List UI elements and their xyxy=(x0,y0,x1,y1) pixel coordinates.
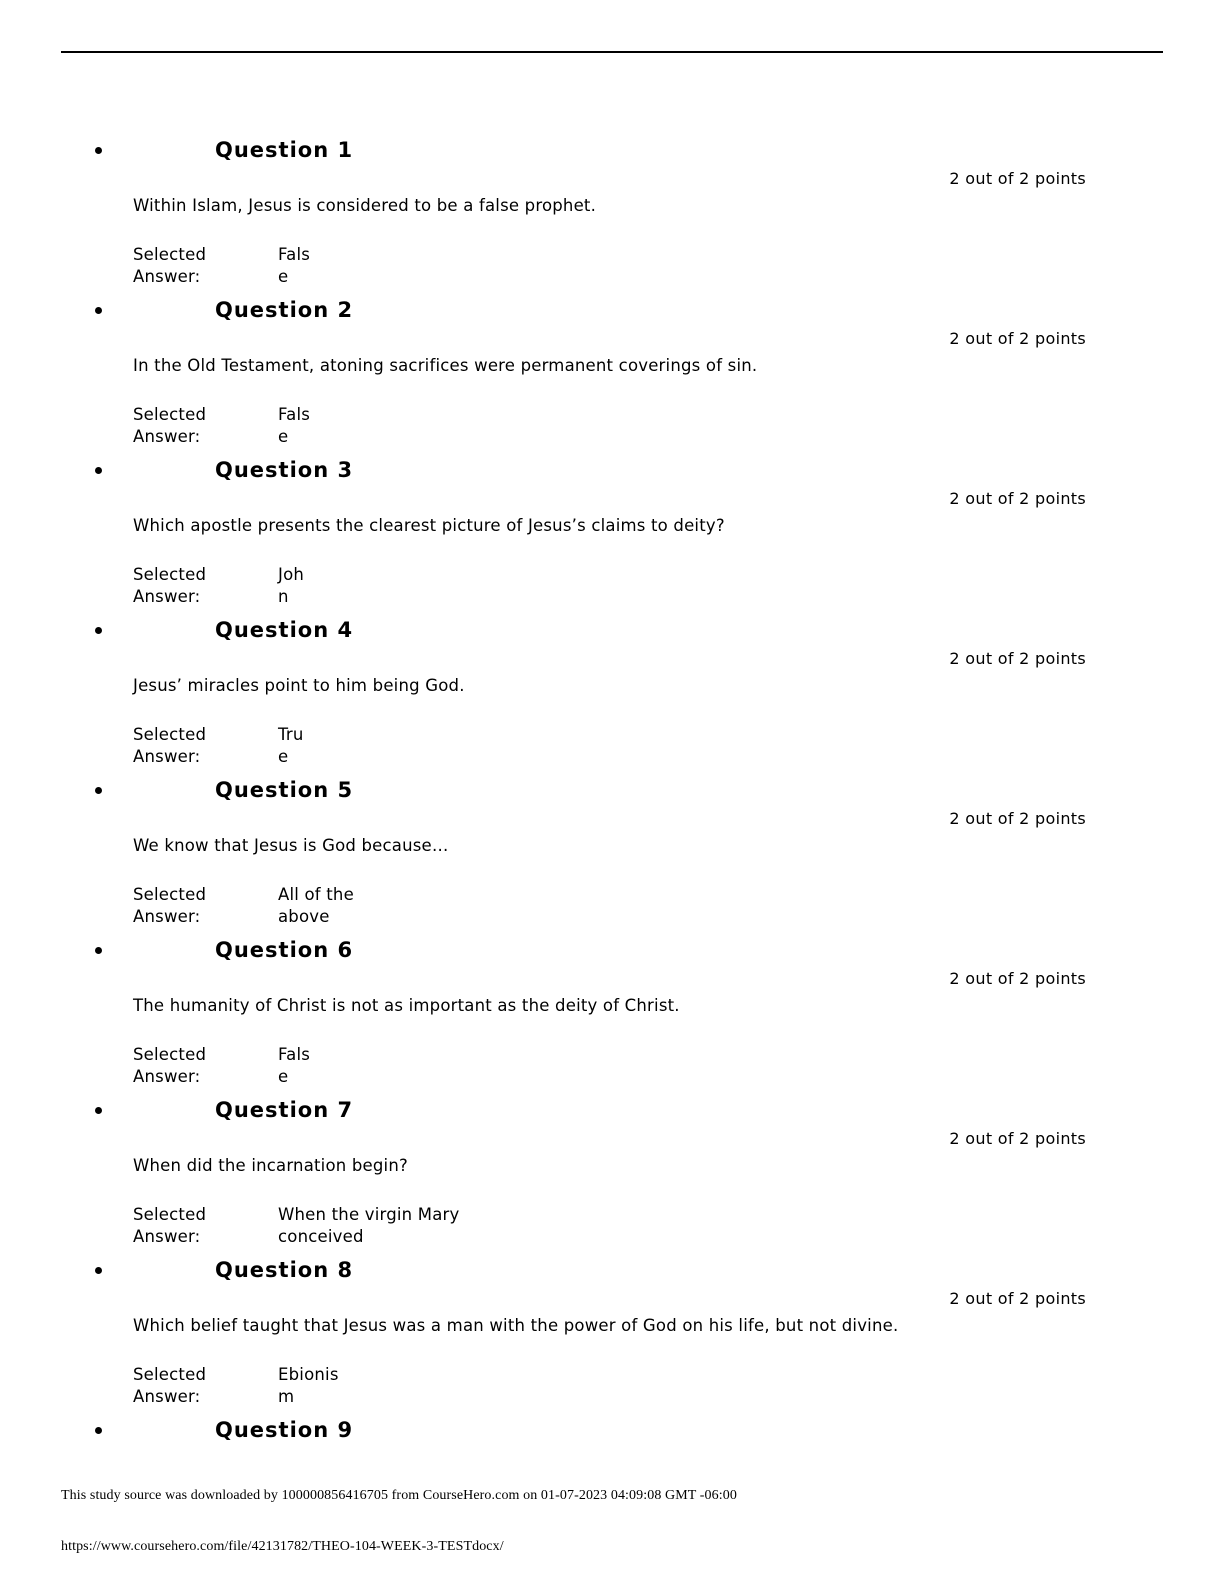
question-block xyxy=(0,616,1224,768)
answer-line2: e xyxy=(278,267,289,286)
answer-line1: Tru xyxy=(278,725,304,744)
selected-answer-label-line2: Answer: xyxy=(133,427,201,446)
selected-answer-label-line2: Answer: xyxy=(133,1227,201,1246)
selected-answer-value xyxy=(278,1044,310,1088)
question-block xyxy=(0,776,1224,928)
selected-answer-label-line2: Answer: xyxy=(133,587,201,606)
answer-line2: m xyxy=(278,1387,295,1406)
answer-line1: Joh xyxy=(278,565,305,584)
selected-answer-label xyxy=(133,1364,278,1408)
question-title: Question 7 xyxy=(215,1098,354,1122)
source-url[interactable]: https://www.coursehero.com/file/42131782/THEO-104-WEEK-3-TESTdocx/ xyxy=(61,1539,504,1554)
points-label: 2 out of 2 points xyxy=(949,969,1086,988)
question-title: Question 8 xyxy=(215,1258,354,1282)
bullet-icon xyxy=(95,627,102,634)
selected-answer-label-line1: Selected xyxy=(133,1365,207,1384)
question-block xyxy=(0,296,1224,448)
question-title: Question 3 xyxy=(215,458,354,482)
points-label: 2 out of 2 points xyxy=(949,809,1086,828)
question-text: In the Old Testament, atoning sacrifices were permanent coverings of sin. xyxy=(133,356,758,375)
question-block xyxy=(0,1256,1224,1408)
points-label: 2 out of 2 points xyxy=(949,1289,1086,1308)
question-title: Question 5 xyxy=(215,778,354,802)
question-title: Question 4 xyxy=(215,618,354,642)
selected-answer-value xyxy=(278,1364,339,1408)
answer-line2: e xyxy=(278,747,289,766)
question-text: Which apostle presents the clearest picture of Jesus’s claims to deity? xyxy=(133,516,725,535)
selected-answer-row xyxy=(133,884,1224,928)
selected-answer-value xyxy=(278,564,304,608)
selected-answer-row xyxy=(133,724,1224,768)
points-label: 2 out of 2 points xyxy=(949,329,1086,348)
bullet-icon xyxy=(95,307,102,314)
selected-answer-label-line2: Answer: xyxy=(133,1387,201,1406)
selected-answer-row xyxy=(133,244,1224,288)
bullet-icon xyxy=(95,1427,102,1434)
answer-line1: Ebionis xyxy=(278,1365,339,1384)
selected-answer-label-line1: Selected xyxy=(133,405,207,424)
selected-answer-value xyxy=(278,884,354,928)
question-text: We know that Jesus is God because… xyxy=(133,836,449,855)
answer-line2: e xyxy=(278,1067,289,1086)
selected-answer-label-line1: Selected xyxy=(133,1205,207,1224)
answer-line2: n xyxy=(278,587,289,606)
selected-answer-label-line2: Answer: xyxy=(133,907,201,926)
question-text: The humanity of Christ is not as important as the deity of Christ. xyxy=(133,996,680,1015)
selected-answer-label xyxy=(133,1204,278,1248)
question-title: Question 1 xyxy=(215,138,354,162)
question-block xyxy=(0,936,1224,1088)
question-title: Question 9 xyxy=(215,1418,354,1442)
questions-list xyxy=(0,136,1224,1444)
question-text: Which belief taught that Jesus was a man with the power of God on his life, but not divine. xyxy=(133,1316,899,1335)
bullet-icon xyxy=(95,947,102,954)
selected-answer-row xyxy=(133,1364,1224,1408)
selected-answer-label xyxy=(133,564,278,608)
points-label: 2 out of 2 points xyxy=(949,169,1086,188)
question-text: When did the incarnation begin? xyxy=(133,1156,408,1175)
question-title: Question 6 xyxy=(215,938,354,962)
selected-answer-value xyxy=(278,244,310,288)
selected-answer-label-line1: Selected xyxy=(133,885,207,904)
answer-line2: conceived xyxy=(278,1227,364,1246)
answer-line1: Fals xyxy=(278,1045,311,1064)
selected-answer-label xyxy=(133,884,278,928)
answer-line2: above xyxy=(278,907,330,926)
selected-answer-label xyxy=(133,1044,278,1088)
top-rule xyxy=(61,51,1163,53)
selected-answer-value xyxy=(278,404,310,448)
bullet-icon xyxy=(95,1267,102,1274)
question-block xyxy=(0,1096,1224,1248)
selected-answer-label-line1: Selected xyxy=(133,565,207,584)
question-block xyxy=(0,136,1224,288)
selected-answer-label-line1: Selected xyxy=(133,725,207,744)
selected-answer-row xyxy=(133,1044,1224,1088)
bullet-icon xyxy=(95,147,102,154)
selected-answer-label-line1: Selected xyxy=(133,1045,207,1064)
question-block xyxy=(0,456,1224,608)
bullet-icon xyxy=(95,1107,102,1114)
question-text: Within Islam, Jesus is considered to be a false prophet. xyxy=(133,196,597,215)
points-label: 2 out of 2 points xyxy=(949,1129,1086,1148)
selected-answer-row xyxy=(133,564,1224,608)
selected-answer-label xyxy=(133,404,278,448)
bullet-icon xyxy=(95,787,102,794)
selected-answer-label-line2: Answer: xyxy=(133,1067,201,1086)
selected-answer-label-line2: Answer: xyxy=(133,267,201,286)
answer-line1: Fals xyxy=(278,245,311,264)
points-label: 2 out of 2 points xyxy=(949,489,1086,508)
points-label: 2 out of 2 points xyxy=(949,649,1086,668)
selected-answer-label-line1: Selected xyxy=(133,245,207,264)
question-block xyxy=(0,1416,1224,1444)
selected-answer-row xyxy=(133,1204,1224,1248)
question-text: Jesus’ miracles point to him being God. xyxy=(133,676,465,695)
footer-note: This study source was downloaded by 100000856416705 from CourseHero.com on 01-07-2023 04:09:08 GMT -06:00 xyxy=(61,1488,737,1503)
answer-line1: When the virgin Mary xyxy=(278,1205,460,1224)
selected-answer-label xyxy=(133,724,278,768)
question-title: Question 2 xyxy=(215,298,354,322)
selected-answer-value xyxy=(278,1204,459,1248)
answer-line1: All of the xyxy=(278,885,354,904)
selected-answer-row xyxy=(133,404,1224,448)
answer-line2: e xyxy=(278,427,289,446)
selected-answer-value xyxy=(278,724,304,768)
selected-answer-label xyxy=(133,244,278,288)
selected-answer-label-line2: Answer: xyxy=(133,747,201,766)
bullet-icon xyxy=(95,467,102,474)
answer-line1: Fals xyxy=(278,405,311,424)
